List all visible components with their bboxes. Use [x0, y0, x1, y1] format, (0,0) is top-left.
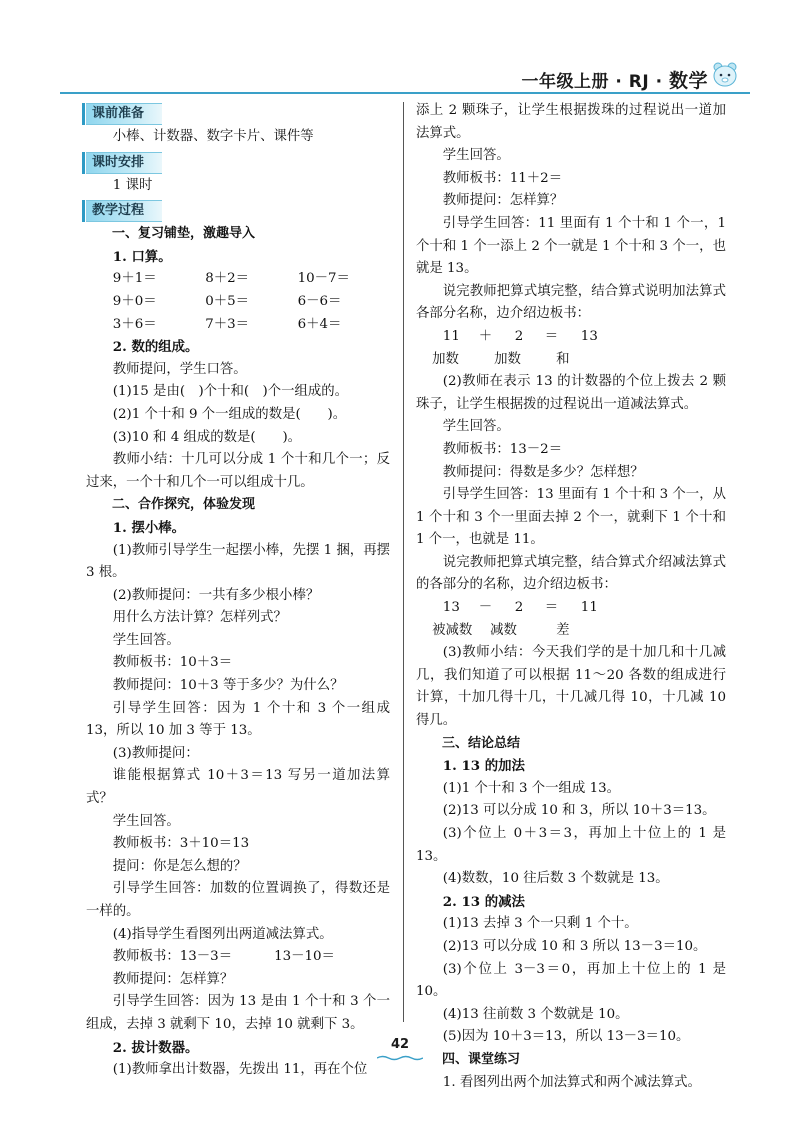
paragraph: 学生回答。 — [442, 419, 510, 435]
paragraph: (2)教师在表示 13 的计数器的个位上拨去 2 颗珠子，让学生根据拨的过程说出一道减法算式。 — [416, 374, 726, 412]
equation-names — [416, 620, 726, 643]
eq-term: 2 — [514, 600, 524, 616]
subsection-title: 2. 拔计数器。 — [112, 1039, 199, 1056]
time-text: 1 课时 — [112, 177, 153, 193]
paragraph: (4)13 往前数 3 个数就是 10。 — [442, 1006, 629, 1022]
header-title — [521, 66, 708, 93]
paragraph: (3)10 和 4 组成的数是( )。 — [112, 429, 302, 445]
eq-name: 差 — [556, 622, 570, 638]
paragraph: 谁能根据算式 10＋3＝13 写另一道加法算式？ — [86, 768, 390, 807]
paragraph: 学生回答。 — [112, 632, 180, 648]
paragraph: 引导学生回答：11 里面有 1 个十和 1 个一，1 个十和 1 个一添上 2 个一就是 1 个十和 3 个一，也就是 13。 — [416, 215, 726, 277]
calc-row — [86, 291, 390, 314]
paragraph: (1)1 个十和 3 个一组成 13。 — [442, 780, 620, 796]
paragraph: 引导学生回答：因为 13 是由 1 个十和 3 个一组成，去掉 3 就剩下 10，去掉 10 就剩下 3。 — [86, 994, 390, 1032]
section-title: 一、复习铺垫，激趣导入 — [112, 226, 256, 242]
board-eq: 教师板书：13－3＝ — [112, 949, 233, 965]
tag-time: 课时安排 — [86, 152, 162, 174]
subsection-title: 2. 13 的减法 — [442, 893, 525, 910]
paragraph: (1)13 去掉 3 个一只剩 1 个十。 — [442, 916, 638, 932]
section-title: 二、合作探究，体验发现 — [112, 497, 256, 513]
paragraph: 教师板书：11＋2＝ — [442, 170, 563, 186]
paragraph — [86, 946, 390, 969]
wave-ornament-icon — [377, 1055, 423, 1061]
paragraph: (2)1 个十和 9 个一组成的数是( )。 — [112, 406, 347, 422]
eq-name: 被减数 — [432, 622, 473, 638]
header-grade: 一年级上册 · RJ · — [521, 72, 669, 92]
paragraph: (1)教师拿出计数器，先拨出 11，再在个位 — [112, 1062, 368, 1078]
eq-op: ＝ — [544, 328, 559, 344]
calc-row — [86, 314, 390, 337]
paragraph: 用什么方法计算？怎样列式？ — [112, 610, 287, 626]
paragraph: 教师板书：10＋3＝ — [112, 655, 233, 671]
paragraph: (2)13 可以分成 10 和 3 所以 13－3＝10。 — [442, 938, 707, 954]
calc-cell: 6－6＝ — [297, 293, 342, 309]
paragraph: (3)个位上 0＋3＝3，再加上十位上的 1 是 13。 — [416, 826, 726, 864]
paragraph: 说完教师把算式填完整，结合算式说明加法算式各部分名称，边介绍边板书： — [416, 283, 726, 322]
calc-cell: 10－7＝ — [297, 271, 350, 287]
paragraph: 添上 2 颗珠子，让学生根据拨珠的过程说出一道加法算式。 — [416, 103, 726, 141]
eq-name: 减数 — [490, 622, 517, 638]
paragraph: 引导学生回答：因为 1 个十和 3 个一组成 13，所以 10 加 3 等于 13。 — [86, 700, 390, 739]
right-column — [416, 100, 726, 1094]
eq-name: 和 — [556, 351, 570, 367]
paragraph: (3)教师小结：今天我们学的是十加几和十几减几，我们知道了可以根据 11～20 各数的组成进行计算，十加几得十几，十几减几得 10，十几减 10 得几。 — [416, 645, 726, 729]
paragraph: 1. 看图列出两个加法算式和两个减法算式。 — [442, 1074, 701, 1090]
paragraph: 引导学生回答：13 里面有 1 个十和 3 个一，从 1 个十和 3 个一里面去掉 2 个一，就剩下 1 个十和 1 个一，也就是 11。 — [416, 487, 726, 548]
paragraph: 教师提问：怎样算？ — [112, 971, 234, 987]
subsection-title: 1. 13 的加法 — [442, 758, 525, 775]
calc-cell: 9＋0＝ — [112, 293, 157, 309]
board-eq: 13－10＝ — [274, 949, 335, 965]
calc-cell: 8＋2＝ — [205, 271, 250, 287]
header-subject: 数学 — [668, 70, 708, 92]
eq-term: 13 — [442, 600, 460, 616]
calc-cell: 9＋1＝ — [112, 271, 157, 287]
page-number: 42 — [390, 1037, 410, 1052]
tag-prep: 课前准备 — [86, 103, 162, 125]
paragraph: 教师提问：10＋3 等于多少？为什么？ — [112, 678, 344, 694]
paragraph: 引导学生回答：加数的位置调换了，得数还是一样的。 — [86, 881, 390, 919]
tag-process: 教学过程 — [86, 200, 162, 222]
paragraph: 学生回答。 — [442, 148, 510, 164]
eq-term: 13 — [580, 328, 598, 344]
section-title: 三、结论总结 — [442, 735, 521, 751]
bear-mascot-icon — [710, 60, 740, 90]
paragraph: 提问：你是怎么想的？ — [112, 858, 247, 874]
calc-cell: 3＋6＝ — [112, 316, 157, 332]
paragraph: (1)教师引导学生一起摆小棒，先摆 1 捆，再摆 3 根。 — [86, 542, 390, 581]
subsection-title: 2. 数的组成。 — [112, 339, 199, 356]
subsection-title: 1. 摆小棒。 — [112, 519, 186, 536]
paragraph: (4)指导学生看图列出两道减法算式。 — [112, 926, 333, 942]
eq-op: － — [478, 600, 493, 616]
paragraph: 学生回答。 — [112, 813, 180, 829]
paragraph: 教师提问，学生口答。 — [112, 361, 247, 377]
eq-name: 加数 — [494, 351, 521, 367]
eq-term: 11 — [580, 600, 598, 616]
paragraph: 教师提问：得数是多少？怎样想？ — [442, 464, 644, 480]
paragraph: (3)个位上 3－3＝0，再加上十位上的 1 是 10。 — [416, 961, 726, 1000]
eq-op: ＝ — [544, 600, 559, 616]
calc-cell: 6＋4＝ — [297, 316, 342, 332]
paragraph: 教师小结：十几可以分成 1 个十和几个一；反过来，一个十和几个一可以组成十几。 — [86, 452, 390, 490]
column-divider — [403, 102, 404, 1022]
eq-term: 2 — [514, 328, 524, 344]
calc-cell: 7＋3＝ — [205, 316, 250, 332]
eq-term: 11 — [442, 328, 460, 344]
paragraph: (1)15 是由( )个十和( )个一组成的。 — [112, 384, 349, 400]
left-column — [86, 100, 390, 1082]
page-header — [0, 62, 800, 102]
paragraph: 教师板书：13－2＝ — [442, 441, 563, 457]
eq-name: 加数 — [432, 351, 459, 367]
paragraph: (2)教师提问：一共有多少根小棒？ — [112, 587, 320, 603]
paragraph: (3)教师提问： — [112, 745, 199, 761]
equation-names — [416, 349, 726, 372]
eq-op: ＋ — [478, 328, 493, 344]
equation-addition — [416, 326, 726, 349]
subsection-title: 1. 口算。 — [112, 248, 172, 265]
paragraph: (4)数数，10 往后数 3 个数就是 13。 — [442, 871, 669, 887]
calc-cell: 0＋5＝ — [205, 293, 250, 309]
paragraph: (2)13 可以分成 10 和 3，所以 10＋3＝13。 — [442, 803, 716, 819]
paragraph: 教师提问：怎样算？ — [442, 193, 564, 209]
prep-text: 小棒、计数器、数字卡片、课件等 — [112, 129, 314, 144]
paragraph: 说完教师把算式填完整，结合算式介绍减法算式的各部分的名称，边介绍边板书： — [416, 554, 726, 593]
paragraph: (5)因为 10＋3＝13，所以 13－3＝10。 — [442, 1029, 690, 1045]
calc-row — [86, 268, 390, 291]
paragraph: 教师板书：3＋10＝13 — [112, 836, 250, 852]
equation-subtraction — [416, 597, 726, 620]
section-title: 四、课堂练习 — [442, 1051, 521, 1067]
